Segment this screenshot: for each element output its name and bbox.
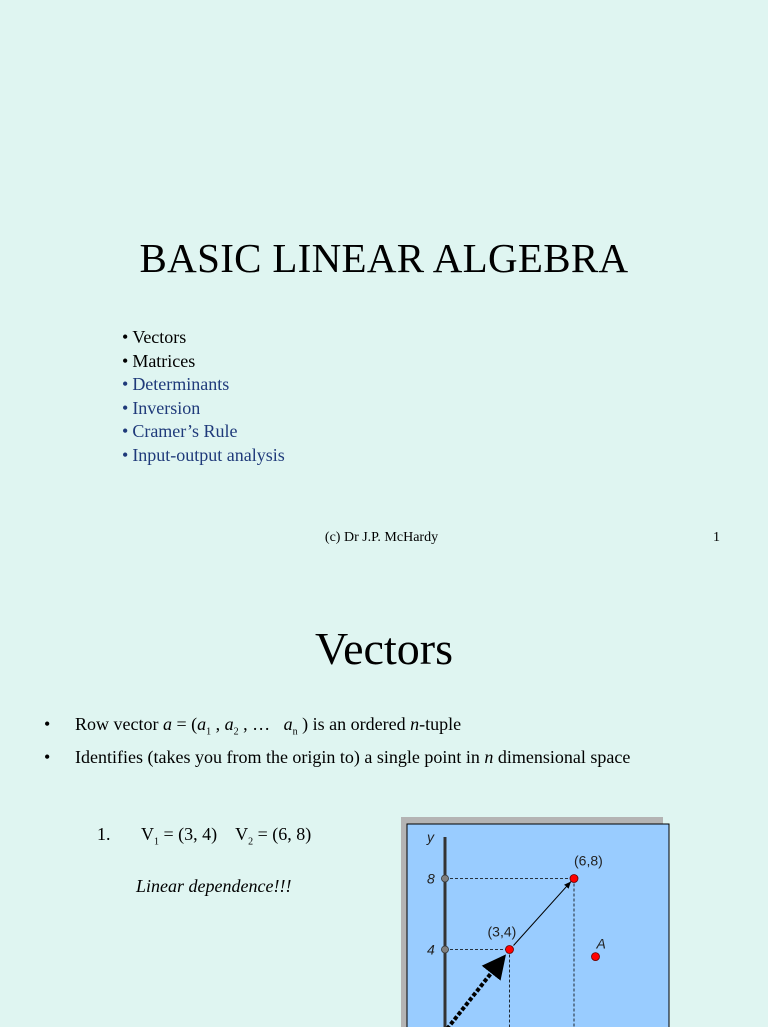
y-tick-label: 8 <box>427 871 435 887</box>
bullet-marker: • <box>44 745 50 770</box>
data-point <box>506 946 514 954</box>
vector-chart-svg <box>401 817 671 1027</box>
identifies-text: Identifies (takes you from the origin to) a single point in n dimensional space <box>75 747 630 767</box>
bullet-vectors: Vectors <box>132 327 186 347</box>
bullet-inversion: Inversion <box>132 398 200 418</box>
list-item: • Inversion <box>122 397 285 421</box>
data-point <box>592 953 600 961</box>
bullet-marker: • <box>44 712 50 737</box>
bullet-matrices: Matrices <box>132 351 195 371</box>
slide-2-bullet-list <box>44 712 744 770</box>
list-item <box>44 745 744 770</box>
list-item: • Vectors <box>122 326 285 350</box>
list-item: • Cramer’s Rule <box>122 420 285 444</box>
vector-chart <box>401 817 671 1027</box>
slide-1-title: BASIC LINEAR ALGEBRA <box>0 234 768 282</box>
example-item-1: 1. $V_1 = (3$, 4) $V_2 = (6$, 8) <box>97 824 311 848</box>
list-item: • Input-output analysis <box>122 444 285 468</box>
data-point-label: A <box>596 936 606 952</box>
linear-dependence-note: Linear dependence!!! <box>136 876 291 897</box>
y-tick-label: 4 <box>427 942 435 958</box>
data-point <box>570 875 578 883</box>
list-item: • Matrices <box>122 350 285 374</box>
list-item <box>44 712 744 745</box>
bullet-determinants: Determinants <box>132 374 229 394</box>
footer-credit: (c) Dr J.P. McHardy <box>0 530 763 546</box>
list-item: • Determinants <box>122 373 285 397</box>
page-number: 1 <box>713 530 720 546</box>
data-point-label: (6,8) <box>574 853 603 869</box>
row-vector-text: Row vector $a = (a_1$ , $a_2$ , … $a_n$ ) is an ordered n-tuple <box>75 714 461 734</box>
bullet-cramers-rule: Cramer’s Rule <box>132 421 237 441</box>
slide-1-bullet-list <box>122 326 285 467</box>
y-tick-marker <box>442 946 449 953</box>
slide-2-title: Vectors <box>0 622 768 675</box>
bullet-input-output: Input-output analysis <box>132 445 284 465</box>
y-tick-marker <box>442 875 449 882</box>
y-axis-label: y <box>426 829 435 845</box>
data-point-label: (3,4) <box>488 924 517 940</box>
